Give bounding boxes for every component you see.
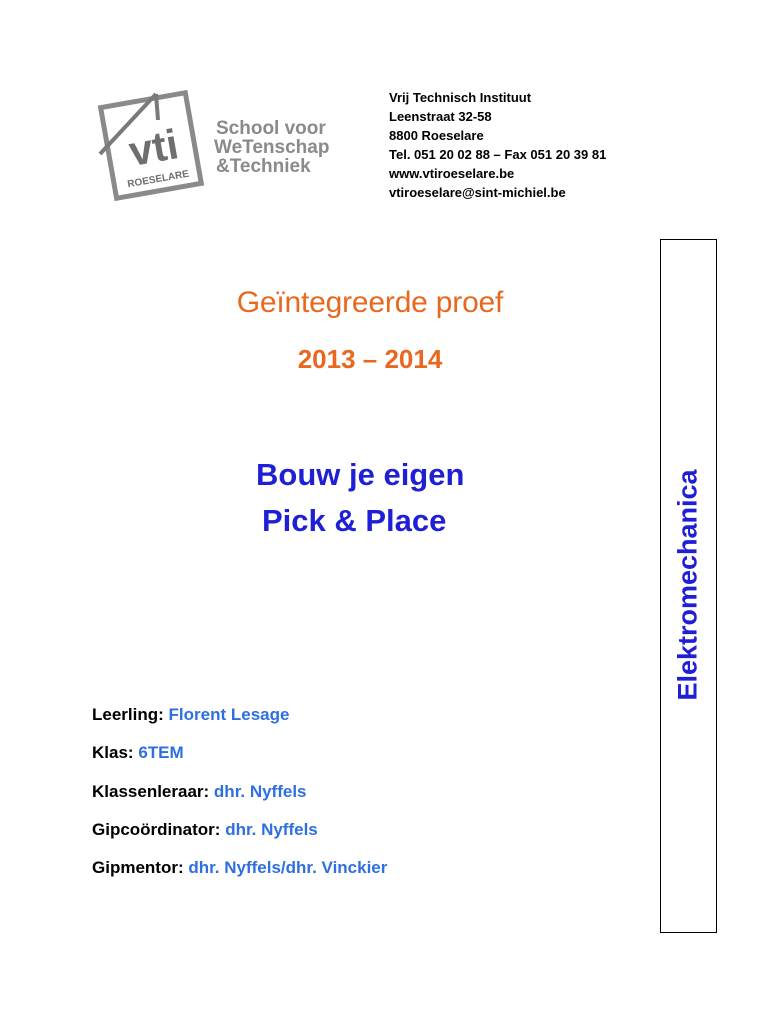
school-logo <box>96 84 336 204</box>
street-address: Leenstraat 32-58 <box>389 109 492 124</box>
info-value: dhr. Nyffels <box>213 781 307 801</box>
info-row-gipmentor <box>92 855 387 893</box>
logo-letters: vti <box>125 120 182 175</box>
logo-tagline-1: School voor <box>216 118 326 139</box>
email-link[interactable]: vtiroeselare@sint-michiel.be <box>389 185 566 200</box>
student-info <box>92 702 387 893</box>
project-title-line1: Bouw je eigen <box>256 457 465 492</box>
info-label: Klas: <box>92 743 134 763</box>
info-value: dhr. Nyffels/dhr. Vinckier <box>188 858 388 878</box>
vti-logo-icon <box>96 84 336 204</box>
website-link[interactable]: www.vtiroeselare.be <box>389 166 515 181</box>
info-label: Klassenleraar: <box>92 781 210 801</box>
info-row-klassenleraar <box>92 779 387 817</box>
school-name: Vrij Technisch Instituut <box>389 90 532 105</box>
info-value: Florent Lesage <box>168 705 290 724</box>
logo-city: ROESELARE <box>126 168 190 191</box>
info-value: dhr. Nyffels <box>225 819 318 839</box>
project-title <box>256 452 464 544</box>
info-label: Gipmentor: <box>92 858 184 878</box>
address-block <box>389 88 606 202</box>
info-row-klas <box>92 740 387 778</box>
city-address: 8800 Roeselare <box>389 128 484 143</box>
document-title: Geïntegreerde proef <box>236 286 504 319</box>
project-title-line2: Pick & Place <box>262 503 447 538</box>
info-label: Gipcoördinator: <box>92 819 221 839</box>
phone-fax: Tel. 051 20 02 88 – Fax 051 20 39 81 <box>389 147 607 162</box>
info-value: 6TEM <box>138 743 184 763</box>
school-year: 2013 – 2014 <box>297 344 443 374</box>
info-row-leerling <box>92 702 387 740</box>
department-label: Elektromechanica <box>672 469 703 701</box>
info-row-gipcoordinator <box>92 817 387 855</box>
info-label: Leerling: <box>92 705 164 724</box>
logo-tagline-3: &Techniek <box>216 156 311 177</box>
logo-tagline-2: WeTenschap <box>214 137 330 158</box>
